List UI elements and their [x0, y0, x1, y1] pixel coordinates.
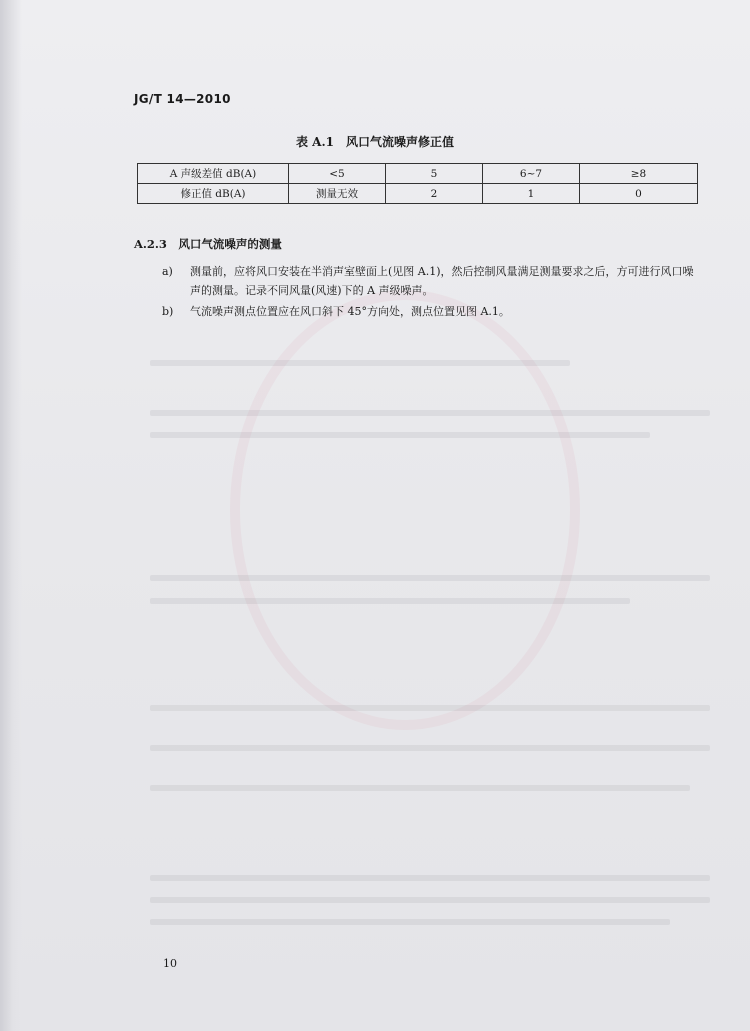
list-item-marker: b): [162, 305, 174, 318]
bleed-through-line: [150, 897, 710, 903]
list-item: [162, 302, 712, 322]
list-item: [162, 262, 712, 302]
table-row: [138, 184, 698, 204]
correction-table: [137, 163, 698, 204]
table-cell: <5: [289, 164, 386, 184]
bleed-through-line: [150, 875, 710, 881]
section-heading: A.2.3 风口气流噪声的测量: [134, 237, 282, 251]
bleed-through-line: [150, 575, 710, 581]
table-cell: 1: [483, 184, 580, 204]
bleed-through-line: [150, 360, 570, 366]
table-cell: ≥8: [580, 164, 698, 184]
page-binding-edge: [0, 0, 22, 1031]
bleed-through-line: [150, 785, 690, 791]
table-row: [138, 164, 698, 184]
standard-code: JG/T 14—2010: [134, 92, 231, 106]
bleed-through-line: [150, 410, 710, 416]
bleed-through-line: [150, 432, 650, 438]
list-item-text: 测量前，应将风口安装在半消声室壁面上(见图 A.1)，然后控制风量满足测量要求之后，方可进行风口噪声的测量。记录不同风量(风速)下的 A 声级噪声。: [190, 265, 694, 297]
bleed-through-line: [150, 919, 670, 925]
bleed-through-line: [150, 598, 630, 604]
list-item-text: 气流噪声测点位置应在风口斜下 45°方向处，测点位置见图 A.1。: [190, 305, 510, 318]
table-cell: A 声级差值 dB(A): [138, 164, 289, 184]
table-cell: 6~7: [483, 164, 580, 184]
page-number: 10: [163, 957, 177, 970]
table-cell: 0: [580, 184, 698, 204]
faint-stamp-watermark: [230, 290, 580, 730]
list-item-marker: a): [162, 265, 173, 278]
table-cell: 2: [386, 184, 483, 204]
table-title: 表 A.1 风口气流噪声修正值: [295, 135, 455, 149]
bleed-through-line: [150, 705, 710, 711]
table-cell: 测量无效: [289, 184, 386, 204]
table-cell: 5: [386, 164, 483, 184]
table-cell: 修正值 dB(A): [138, 184, 289, 204]
bleed-through-line: [150, 745, 710, 751]
